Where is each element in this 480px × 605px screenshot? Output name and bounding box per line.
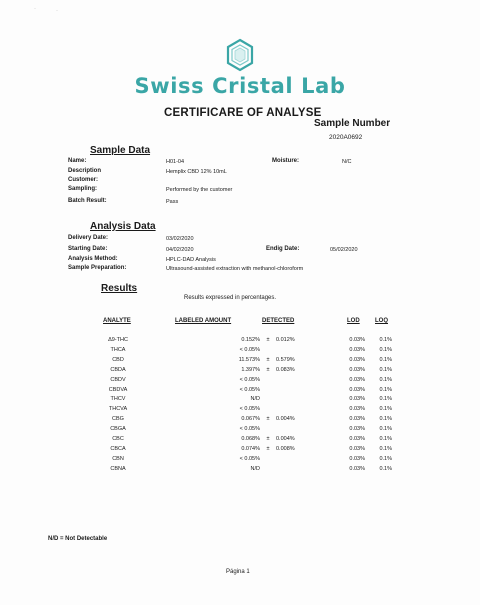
loq-value: 0.1% <box>379 445 392 452</box>
column-header-loq: LOQ <box>375 318 388 324</box>
analysis-data-heading: Analysis Data <box>90 221 156 232</box>
table-row <box>0 466 480 476</box>
analyte-name: THCV <box>110 396 126 403</box>
loq-value: 0.1% <box>379 386 392 393</box>
loq-value: 0.1% <box>379 376 392 383</box>
table-row <box>0 396 480 406</box>
table-row <box>0 416 480 426</box>
plus-minus-sign: ± <box>266 356 270 363</box>
table-row <box>0 406 480 416</box>
not-detectable-legend: N/D = Not Detectable <box>48 536 108 542</box>
analyte-name: Δ9-THC <box>108 337 128 343</box>
results-heading: Results <box>101 283 138 294</box>
scan-mark: · <box>34 6 36 12</box>
analyte-name: CBG <box>112 416 124 423</box>
starting-date-label: Starting Date: <box>68 246 108 252</box>
results-note: Results expressed in percentages. <box>184 295 277 301</box>
document-title: CERTIFICARE OF ANALYSE <box>164 107 322 119</box>
loq-value: 0.1% <box>379 366 392 373</box>
column-header-labeled-amount: LABELED AMOUNT <box>175 318 232 324</box>
lod-value: 0.03% <box>349 396 365 403</box>
lod-value: 0.03% <box>349 416 365 423</box>
lod-value: 0.03% <box>349 346 365 353</box>
detected-value: < 0.05% <box>239 455 260 462</box>
uncertainty-value: 0.012% <box>276 337 295 343</box>
sample-number-value: 2020A0692 <box>329 134 363 141</box>
uncertainty-value: 0.008% <box>276 445 295 452</box>
sampling-value: Performed by the customer <box>166 187 233 193</box>
analysis-method-label: Analysis Method: <box>68 256 118 262</box>
loq-value: 0.1% <box>379 396 392 403</box>
name-label: Name: <box>68 158 87 164</box>
lod-value: 0.03% <box>349 337 365 343</box>
lod-value: 0.03% <box>349 366 365 373</box>
plus-minus-sign: ± <box>266 436 270 442</box>
table-row <box>0 446 480 456</box>
table-row <box>0 426 480 436</box>
detected-value: < 0.05% <box>239 426 260 433</box>
lod-value: 0.03% <box>349 386 365 393</box>
loq-value: 0.1% <box>379 416 392 423</box>
detected-value: 0.067% <box>241 416 260 423</box>
uncertainty-value: 0.004% <box>276 436 295 442</box>
delivery-date-value: 03/02/2020 <box>166 236 194 242</box>
column-header-detected: DETECTED <box>262 318 295 324</box>
detected-value: N/D <box>250 396 260 403</box>
batch-result-value: Pass <box>166 199 179 205</box>
lod-value: 0.03% <box>349 436 365 442</box>
ending-date-label: Endig Date: <box>266 246 300 252</box>
sample-data-heading: Sample Data <box>90 145 151 156</box>
plus-minus-sign: ± <box>266 416 270 423</box>
lod-value: 0.03% <box>349 426 365 433</box>
analyte-name: CBDVA <box>108 386 128 393</box>
customer-label: Customer: <box>68 177 99 183</box>
loq-value: 0.1% <box>379 356 392 363</box>
detected-value: 11.573% <box>238 356 260 363</box>
detected-value: < 0.05% <box>239 376 260 383</box>
analyte-name: CBN <box>112 455 124 462</box>
detected-value: < 0.05% <box>239 406 260 413</box>
table-row <box>0 456 480 466</box>
analyte-name: CBD <box>112 356 124 363</box>
detected-value: < 0.05% <box>239 346 260 353</box>
lod-value: 0.03% <box>349 465 365 472</box>
logo <box>0 38 480 72</box>
detected-value: 0.074% <box>241 445 260 452</box>
loq-value: 0.1% <box>379 455 392 462</box>
analyte-name: THCA <box>110 346 126 353</box>
table-row <box>0 367 480 377</box>
uncertainty-value: 0.579% <box>276 356 295 363</box>
uncertainty-value: 0.083% <box>276 366 295 373</box>
hexagon-logo-icon <box>225 38 255 72</box>
table-row <box>0 347 480 357</box>
brand-name: Swiss Cristal Lab <box>134 74 346 98</box>
detected-value: 1.397% <box>241 366 260 373</box>
batch-result-label: Batch Result: <box>68 198 107 204</box>
moisture-value: N/C <box>342 159 352 165</box>
lod-value: 0.03% <box>349 455 365 462</box>
analysis-method-value: HPLC-DAD Analysis <box>166 257 216 263</box>
lod-value: 0.03% <box>349 445 365 452</box>
table-row <box>0 357 480 367</box>
lod-value: 0.03% <box>349 406 365 413</box>
loq-value: 0.1% <box>379 346 392 353</box>
ending-date-value: 05/02/2020 <box>330 247 358 253</box>
loq-value: 0.1% <box>379 436 392 442</box>
name-value: H01-04 <box>166 159 185 165</box>
lod-value: 0.03% <box>349 356 365 363</box>
sampling-label: Sampling: <box>68 186 98 192</box>
description-value: Hemplix CBD 12% 10mL <box>166 169 227 175</box>
detected-value: N/D <box>250 465 260 472</box>
plus-minus-sign: ± <box>266 445 270 452</box>
analyte-name: CBNA <box>110 465 126 472</box>
plus-minus-sign: ± <box>266 366 270 373</box>
loq-value: 0.1% <box>379 426 392 433</box>
plus-minus-sign: ± <box>266 337 270 343</box>
table-row <box>0 436 480 446</box>
moisture-label: Moisture: <box>272 158 299 164</box>
detected-value: 0.152% <box>241 337 260 343</box>
scan-mark: · <box>56 8 58 14</box>
column-header-analyte: ANALYTE <box>103 318 131 324</box>
loq-value: 0.1% <box>379 337 392 343</box>
sample-preparation-label: Sample Preparation: <box>68 265 127 271</box>
detected-value: < 0.05% <box>239 386 260 393</box>
starting-date-value: 04/02/2020 <box>166 247 194 253</box>
table-row <box>0 387 480 397</box>
uncertainty-value: 0.004% <box>276 416 295 423</box>
sample-number-label: Sample Number <box>314 118 391 129</box>
analyte-name: CBC <box>112 436 124 442</box>
loq-value: 0.1% <box>379 406 392 413</box>
lod-value: 0.03% <box>349 376 365 383</box>
table-row <box>0 377 480 387</box>
sample-preparation-value: Ultrasound-assisted extraction with methanol-chloroform <box>166 266 304 272</box>
description-label: Description <box>68 168 102 174</box>
delivery-date-label: Delivery Date: <box>68 235 109 241</box>
table-row <box>0 337 480 347</box>
page-number: Página 1 <box>226 569 250 575</box>
analyte-name: CBCA <box>110 445 126 452</box>
loq-value: 0.1% <box>379 465 392 472</box>
analyte-name: THCVA <box>108 406 128 413</box>
analyte-name: CBGA <box>110 426 126 433</box>
column-header-lod: LOD <box>347 318 360 324</box>
detected-value: 0.068% <box>241 436 260 442</box>
analyte-name: CBDA <box>110 366 126 373</box>
analyte-name: CBDV <box>110 376 126 383</box>
